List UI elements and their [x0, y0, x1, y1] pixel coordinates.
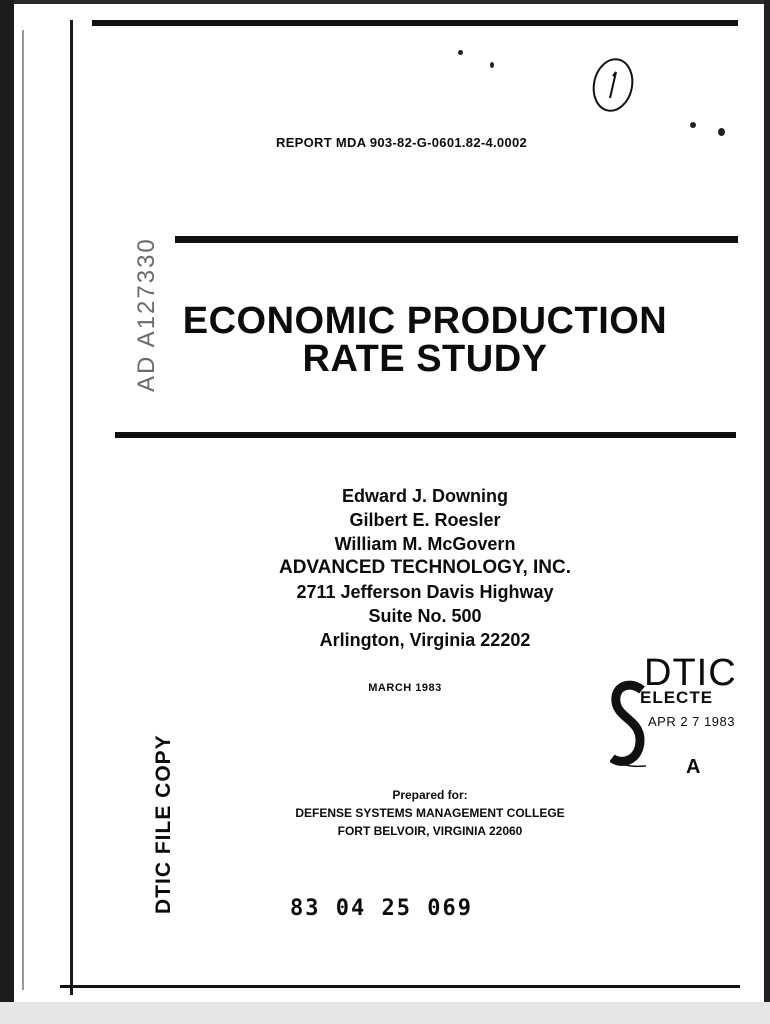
title-line: ECONOMIC PRODUCTION: [182, 300, 668, 342]
scan-edge-bottom: [0, 1002, 770, 1024]
author-block: [230, 484, 620, 652]
author-name: Edward J. Downing: [341, 486, 508, 506]
scan-edge-right: [764, 0, 770, 1024]
stamp-date: APR 2 7 1983: [648, 714, 735, 729]
prepared-for-location: FORT BELVOIR, VIRGINIA 22060: [337, 824, 523, 838]
file-copy-mark: [152, 734, 176, 914]
scan-shadow-line: [22, 30, 24, 990]
stamp-agency: DTIC: [644, 652, 737, 694]
organization-suite: Suite No. 500: [368, 606, 482, 626]
file-copy-text: FILE COPY: [152, 734, 175, 855]
scan-speck: [490, 62, 494, 68]
horizontal-rule: [115, 432, 736, 438]
title-line: RATE STUDY: [302, 338, 548, 380]
prepared-for-organization: DEFENSE SYSTEMS MANAGEMENT COLLEGE: [295, 806, 565, 820]
file-copy-dtic: DTIC: [152, 861, 175, 914]
page-border-bottom: [60, 985, 740, 988]
scan-edge-left: [0, 0, 14, 1024]
document-code: 83 04 25 069: [290, 896, 473, 921]
stamp-letter: A: [686, 756, 701, 778]
report-number: REPORT MDA 903-82-G-0601.82-4.0002: [276, 135, 528, 150]
prepared-for-block: [220, 786, 640, 840]
author-name: Gilbert E. Roesler: [349, 510, 501, 530]
scan-speck: [458, 50, 463, 55]
scan-edge-top: [0, 0, 770, 4]
publication-date: MARCH 1983: [368, 682, 442, 694]
scan-speck: [690, 122, 696, 128]
page-border-top: [92, 20, 738, 26]
prepared-for-label: Prepared for:: [392, 788, 468, 802]
organization-street: 2711 Jefferson Davis Highway: [296, 582, 554, 602]
report-title: [160, 302, 690, 378]
organization-city: Arlington, Virginia 22202: [319, 630, 531, 650]
handwritten-circled-one: [588, 54, 638, 116]
stamp-status: ELECTE: [640, 688, 714, 707]
organization-name: ADVANCED TECHNOLOGY, INC.: [278, 557, 572, 578]
scan-speck: [718, 128, 725, 136]
dtic-stamp: [606, 652, 766, 782]
horizontal-rule: [175, 236, 738, 243]
author-name: William M. McGovern: [334, 534, 516, 554]
ad-accession-number: AD A127330: [133, 237, 160, 392]
page-border-left: [70, 20, 73, 995]
